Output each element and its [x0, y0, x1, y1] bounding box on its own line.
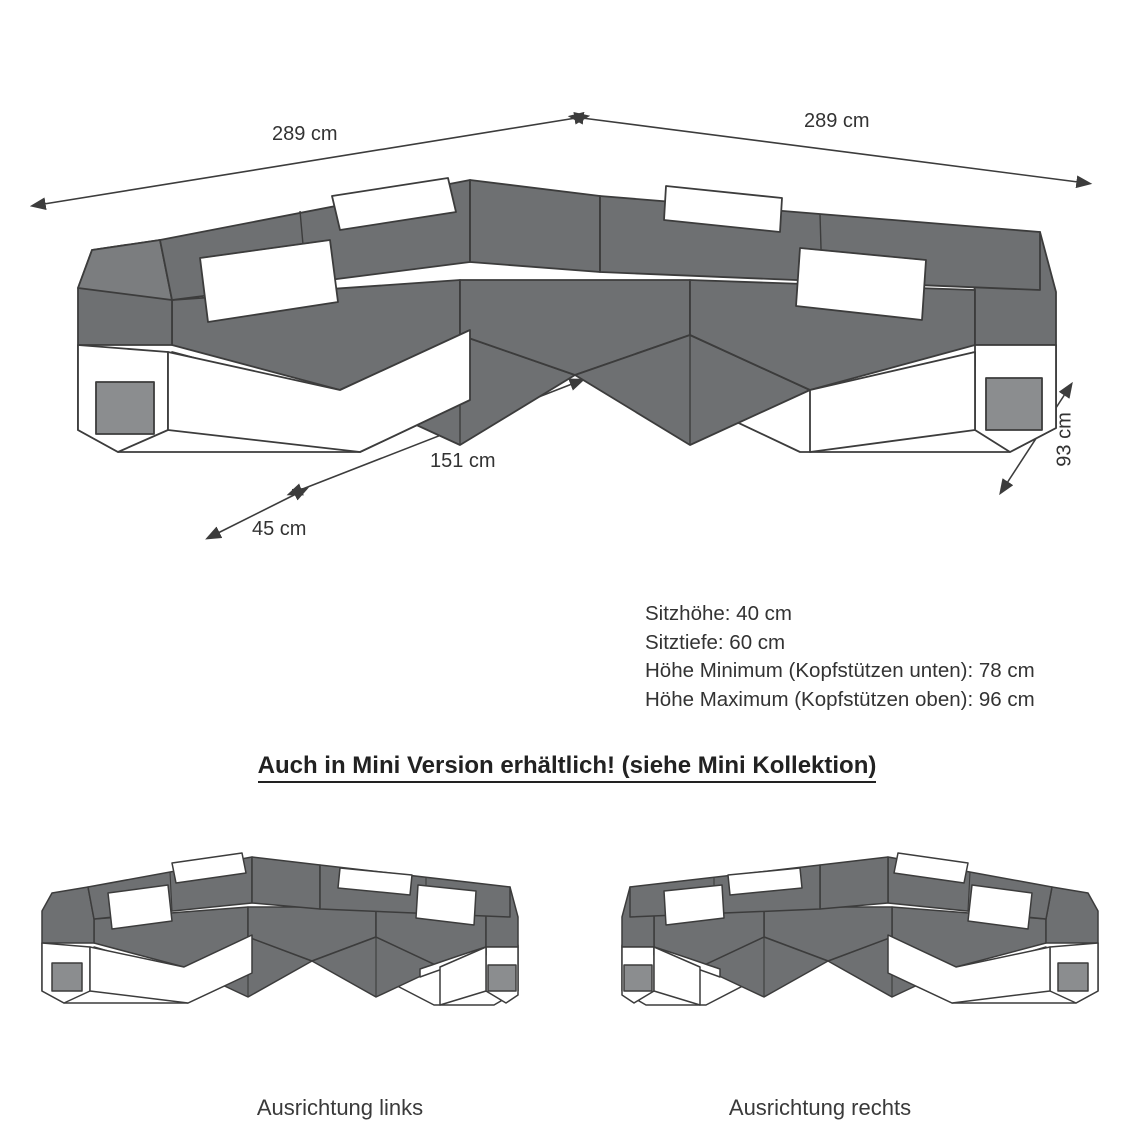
- spec-height-min: Höhe Minimum (Kopfstützen unten): 78 cm: [645, 659, 1035, 682]
- dimension-label-depth-right: 93 cm: [1053, 412, 1076, 467]
- mini-version-note: [0, 752, 1134, 780]
- dimension-label-inner-side: 45 cm: [252, 518, 307, 540]
- dimension-label-inner-front: 151 cm: [430, 450, 496, 472]
- dimension-label-top-left: 289 cm: [272, 123, 338, 145]
- sofa-body: [78, 178, 1056, 452]
- mini-left-caption: Ausrichtung links: [256, 1095, 424, 1120]
- dimension-label-top-right: 289 cm: [804, 110, 870, 132]
- mini-sofa-right-orientation: [600, 815, 1120, 1055]
- spec-seat-depth: Sitztiefe: 60 cm: [645, 630, 786, 654]
- spec-height-max: Höhe Maximum (Kopfstützen oben): 96 cm: [645, 687, 1035, 711]
- mini-version-note-text: Auch in Mini Version erhältlich! (siehe Mini Kollektion): [258, 752, 877, 783]
- spec-seat-height: Sitzhöhe: 40 cm: [645, 602, 792, 625]
- specification-list: [645, 600, 1035, 714]
- mini-right-caption: Ausrichtung rechts: [728, 1095, 912, 1120]
- mini-sofa-left-orientation: [20, 815, 540, 1055]
